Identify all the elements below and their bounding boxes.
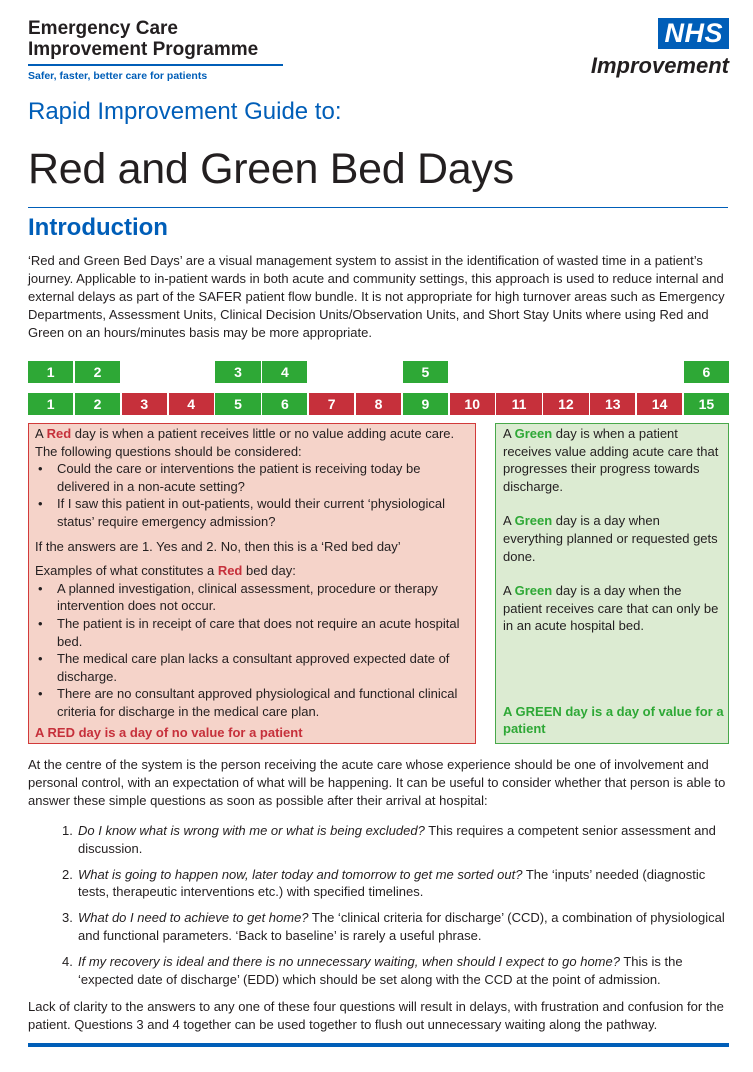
- empty-day-cell: [637, 361, 682, 383]
- green-day-cell: 15: [684, 393, 729, 415]
- red-examples-list: [35, 580, 469, 721]
- red-day-cell: 12: [543, 393, 588, 415]
- red-day-cell: 11: [496, 393, 541, 415]
- closing-paragraph: Lack of clarity to the answers to any one of these four questions will result in delays, with frustration and confusion for the patient. Questions 3 and 4 together can be used together to flush out unnecessary waiting along the pathway.: [28, 999, 724, 1032]
- org-name-line2: Improvement Programme: [28, 39, 259, 60]
- green-day-cell: 6: [262, 393, 307, 415]
- red-intro-start: A: [35, 426, 47, 441]
- red-day-cell: 8: [356, 393, 401, 415]
- green-keyword: Green: [514, 583, 553, 599]
- red-day-cell: 14: [637, 393, 682, 415]
- question-number: 1.: [62, 823, 73, 838]
- green-p1-end: day is when a patient receives value adding acute care that progresses their progress towards discharge.: [503, 426, 719, 494]
- green-p2-end: day is a day when everything planned or requested gets done.: [503, 513, 718, 564]
- list-item: • The medical care plan lacks a consultant approved expected date of discharge.: [35, 650, 469, 685]
- red-keyword: Red: [217, 563, 243, 579]
- logo-divider: [28, 64, 283, 66]
- list-item: • If I saw this patient in out-patients, would their current ‘physiological status’ require emergency admission?: [35, 495, 469, 530]
- empty-day-cell: [169, 361, 214, 383]
- patient-questions-list: [62, 822, 732, 997]
- empty-day-cell: [309, 361, 354, 383]
- question-text: If my recovery is ideal and there is no unnecessary waiting, when should I expect to go home?: [78, 954, 620, 970]
- question-text: What do I need to achieve to get home?: [78, 910, 309, 926]
- green-day-cell: 2: [75, 393, 120, 415]
- red-examples-intro: [35, 562, 469, 580]
- introduction-heading: Introduction: [28, 214, 168, 241]
- red-day-cell: 10: [450, 393, 495, 415]
- green-day-cell: 5: [215, 393, 260, 415]
- red-day-cell: 3: [122, 393, 167, 415]
- red-answer-rule: If the answers are 1. Yes and 2. No, then this is a ‘Red bed day’: [35, 538, 401, 554]
- green-day-cell: 1: [28, 361, 73, 383]
- empty-day-cell: [450, 361, 495, 383]
- question-number: 4.: [62, 954, 73, 970]
- green-definition-2: [503, 512, 721, 565]
- org-tagline: Safer, faster, better care for patients: [28, 70, 208, 82]
- green-day-cell: 9: [403, 393, 448, 415]
- list-item: • A planned investigation, clinical assessment, procedure or therapy intervention does not occur.: [35, 580, 469, 615]
- green-day-panel: [495, 423, 729, 744]
- green-definition-1: [503, 425, 721, 495]
- list-item: [62, 953, 732, 988]
- empty-day-cell: [356, 361, 401, 383]
- introduction-paragraph: ‘Red and Green Bed Days’ are a visual management system to assist in the identification of wasted time in a patient’s journey. Applicable to in-patient wards in both acute and community settings, this approach is used to reduce internal and external delays as part of the SAFER patient flow bundle. It is not appropriate for high turnover areas such as Emergency Departments, Assessment Units, Clinical Decision Units/Observation Units, and Short Stay Units where using Red and Green on an hours/minutes basis may be more appropriate.: [28, 253, 725, 340]
- red-intro-end: day is when a patient receives little or no value adding acute care. The following questions should be considered:: [35, 426, 455, 459]
- green-p3-end: day is a day when the patient receives care that can only be in an acute hospital bed.: [503, 583, 719, 634]
- green-days-strip: [28, 361, 729, 383]
- guide-subtitle: Rapid Improvement Guide to:: [28, 98, 342, 125]
- list-item: [62, 866, 732, 901]
- question-detail: This requires a competent senior assessment and discussion.: [78, 823, 716, 856]
- question-detail: The ‘inputs’ needed (diagnostic tests, therapeutic interventions etc.) with specified timelines.: [78, 866, 706, 900]
- empty-day-cell: [496, 361, 541, 383]
- green-p2-start: A: [503, 513, 515, 529]
- examples-intro-end: bed day:: [242, 563, 296, 579]
- question-number: 3.: [62, 910, 73, 926]
- green-keyword: Green: [514, 513, 553, 529]
- green-day-summary: A GREEN day is a day of value for a patient: [503, 703, 724, 737]
- green-day-cell: 3: [215, 361, 260, 383]
- red-day-definition: [35, 425, 469, 460]
- question-detail: The ‘clinical criteria for discharge’ (CCD), a combination of physiological and functional parameters. ‘Back to baseline’ is rarely a useful phrase.: [78, 910, 725, 943]
- green-p3-start: A: [503, 583, 515, 599]
- red-keyword: Red: [46, 426, 72, 441]
- green-day-cell: 2: [75, 361, 120, 383]
- green-day-cell: 4: [262, 361, 307, 383]
- question-text: What is going to happen now, later today and tomorrow to get me sorted out?: [78, 866, 523, 882]
- empty-day-cell: [122, 361, 167, 383]
- green-day-cell: 6: [684, 361, 729, 383]
- examples-intro-start: Examples of what constitutes a: [35, 563, 218, 579]
- list-item: • There are no consultant approved physiological and functional clinical criteria for discharge in the medical care plan.: [35, 685, 469, 720]
- page-title: Red and Green Bed Days: [28, 145, 514, 193]
- question-text: Do I know what is wrong with me or what is being excluded?: [78, 823, 425, 838]
- red-day-panel: [28, 423, 476, 744]
- question-detail: This is the ‘expected date of discharge’ (EDD) which should be set along with the CCD at the point of admission.: [78, 954, 683, 987]
- footer-divider: [28, 1043, 729, 1047]
- org-name-line1: Emergency Care: [28, 18, 178, 39]
- centre-paragraph: At the centre of the system is the person receiving the acute care whose experience should be one of involvement and personal control, with an expectation of what will be happening. It can be useful to consider whether that person is able to answer these simple questions as soon as possible after their arrival at hospital:: [28, 757, 726, 808]
- green-definition-3: [503, 582, 721, 635]
- red-day-cell: 13: [590, 393, 635, 415]
- nhs-improvement-logo: [591, 18, 729, 79]
- nhs-logo: NHS: [658, 18, 729, 49]
- green-day-cell: 5: [403, 361, 448, 383]
- red-day-cell: 7: [309, 393, 354, 415]
- red-questions-list: [35, 460, 469, 530]
- red-day-summary: A RED day is a day of no value for a patient: [35, 725, 303, 741]
- ecip-logo: [28, 18, 283, 82]
- all-days-strip: [28, 393, 729, 415]
- green-day-cell: 1: [28, 393, 73, 415]
- empty-day-cell: [543, 361, 588, 383]
- list-item: • Could the care or interventions the patient is receiving today be delivered in a non-acute setting?: [35, 460, 469, 495]
- empty-day-cell: [590, 361, 635, 383]
- green-p1-start: A: [503, 426, 515, 441]
- red-day-cell: 4: [169, 393, 214, 415]
- title-divider: [28, 207, 728, 208]
- question-number: 2.: [62, 866, 73, 882]
- list-item: [62, 909, 732, 944]
- nhs-logo-subtitle: Improvement: [590, 53, 729, 78]
- green-keyword: Green: [514, 426, 553, 441]
- list-item: • The patient is in receipt of care that does not require an acute hospital bed.: [35, 615, 469, 650]
- list-item: [62, 822, 732, 857]
